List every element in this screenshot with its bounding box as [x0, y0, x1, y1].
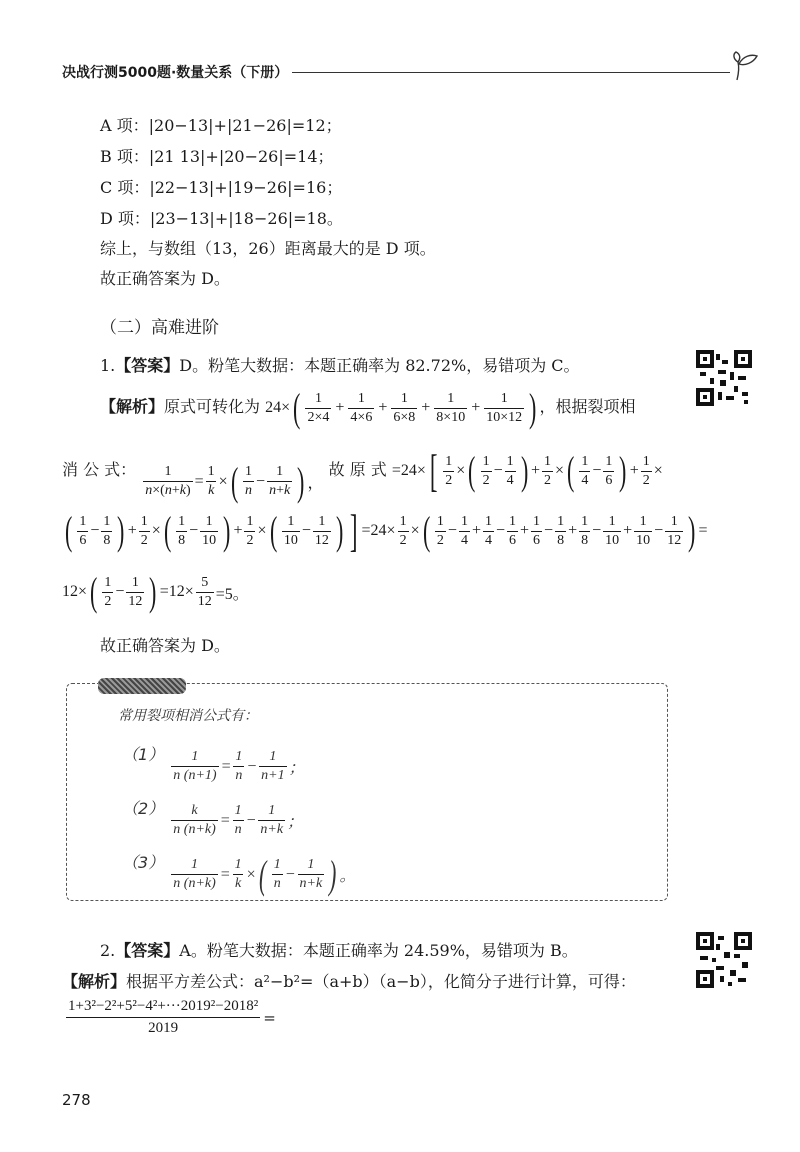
q2-answer-label: 【答案】	[115, 941, 180, 960]
q1-analysis-label: 【解析】	[100, 397, 165, 416]
q2-fraction-body	[66, 998, 260, 1037]
q1-final: 故正确答案为 D。	[100, 636, 230, 655]
q2-analysis-text: 根据平方差公式：a²−b²=（a+b）（a−b），化简分子进行计算，可得：	[126, 972, 636, 991]
tip-formula-1	[122, 742, 305, 784]
tip-formula-3-math: $\frac{1}{n (n+k)}$ = $\frac{1}{k}$ × ( $\frac{1}{n}$ − $\frac{1}{n+k}$ ) 。	[173, 851, 356, 897]
tip-formula-2	[122, 796, 303, 838]
running-header: 决战行测5000题·数量关系（下册）	[62, 65, 289, 81]
q2-answer	[100, 938, 578, 961]
q1-analysis-text: 原式可转化为	[164, 397, 261, 416]
q2-equals: =	[263, 1008, 276, 1027]
q2-answer-text: A。粉笔大数据：本题正确率为 24.59%，易错项为 B。	[179, 941, 578, 960]
header-rule	[292, 72, 730, 73]
q1-analysis-tail: ，根据裂项相	[539, 397, 636, 416]
tip-formula-3	[122, 850, 356, 895]
formula-split: $\frac{1}{n\times(n+k)}$ = $\frac{1}{k}$ × ( $\frac{1}{n}$ − $\frac{1}{n+k}$ ) ，	[145, 458, 324, 504]
leaf-icon	[733, 50, 763, 84]
q2-analysis-label: 【解析】	[62, 972, 127, 991]
qr-code-icon	[696, 350, 752, 406]
tip-formula-2-math: $\frac{k}{n (n+k)}$ = $\frac{1}{n}$ − $\frac{1}{n+k}$ ；	[173, 803, 304, 837]
tip-item-1-label: （1）	[122, 745, 165, 764]
tip-formula-1-math: $\frac{1}{n (n+1)}$ = $\frac{1}{n}$ − $\frac{1}{n+1}$ ；	[173, 749, 305, 783]
q1-number: 1.	[100, 356, 116, 375]
q1-line2-prefix: 消 公 式：	[62, 460, 137, 479]
summary-line: 综上，与数组（13，26）距离最大的是 D 项。	[100, 239, 436, 258]
q2-analysis	[62, 969, 636, 992]
q2-numerator: 1+3²−2²+5²−4²+···2019²−2018²	[68, 998, 259, 1014]
formula-result: 12× ( $\frac{1}{2}$ − $\frac{1}{12}$ ) =12× $\frac{5}{12}$ =5。	[62, 569, 249, 614]
option-d-line: D 项：|23−13|+|18−26|=18。	[100, 209, 343, 228]
qr-code-icon	[696, 932, 752, 988]
q2-denominator: 2019	[66, 1017, 260, 1037]
tip-item-2-label: （2）	[122, 799, 165, 818]
formula-expand-1: =24× [ $\frac{1}{2}$ × ( $\frac{1}{2}$ − $\frac{1}{4}$ ) + $\frac{1}{2}$ × ( $\frac{1}{4}$ − $\frac{1}{6}$ ) + $\frac{1}{2}$ ×	[391, 445, 663, 496]
q2-fraction	[66, 998, 276, 1037]
q2-number: 2.	[100, 941, 116, 960]
formula-original: 24× ( $\frac{1}{2\times 4}$ + $\frac{1}{4\times 6}$ + $\frac{1}{6\times 8}$ + $\frac{1}{8\times 10}$ + $\frac{1}{10\times 12}$ )	[265, 385, 537, 430]
q1-line2-mid: 故 原 式	[328, 460, 387, 479]
q1-answer-label: 【答案】	[115, 356, 180, 375]
q1-analysis-line1	[100, 385, 636, 430]
option-a-line: A 项：|20−13|+|21−26|=12；	[100, 116, 342, 135]
formula-expand-2: ( $\frac{1}{6}$ − $\frac{1}{8}$ ) + $\frac{1}{2}$ × ( $\frac{1}{8}$ − $\frac{1}{10}$ ) + $\frac{1}{2}$ × ( $\frac{1}{10}$ − $\frac{1}{12}$ ) ] =24× $\frac{1}{2}$ × ( $\frac{1}{2}$ − $\frac{1}{4}$ + $\frac{1}{4}$ − $\frac{1}{6}$ + $\frac{1}{6}$ − $\frac{1}{8}$ + $\frac{1}{8}$ − $\frac{1}{10}$ + $\frac{1}{10}$ − $\frac{1}{12}$ ) =	[64, 505, 708, 556]
tip-title: 常用裂项相消公式有：	[118, 708, 258, 724]
tip-item-3-label: （3）	[122, 853, 165, 872]
option-b-line: B 项：|21 13|+|20−26|=14；	[100, 147, 334, 166]
q1-analysis-line2	[62, 445, 663, 504]
q1-answer	[100, 353, 580, 376]
option-c-line: C 项：|22−13|+|19−26|=16；	[100, 178, 343, 197]
q1-analysis-line4	[62, 569, 249, 614]
answer-line: 故正确答案为 D。	[100, 269, 230, 288]
tip-label	[98, 678, 186, 694]
page-number: 278	[62, 1091, 91, 1109]
q1-answer-text: D。粉笔大数据：本题正确率为 82.72%，易错项为 C。	[179, 356, 580, 375]
q1-analysis-line3	[62, 505, 708, 556]
section-title: （二）高难进阶	[100, 318, 219, 338]
